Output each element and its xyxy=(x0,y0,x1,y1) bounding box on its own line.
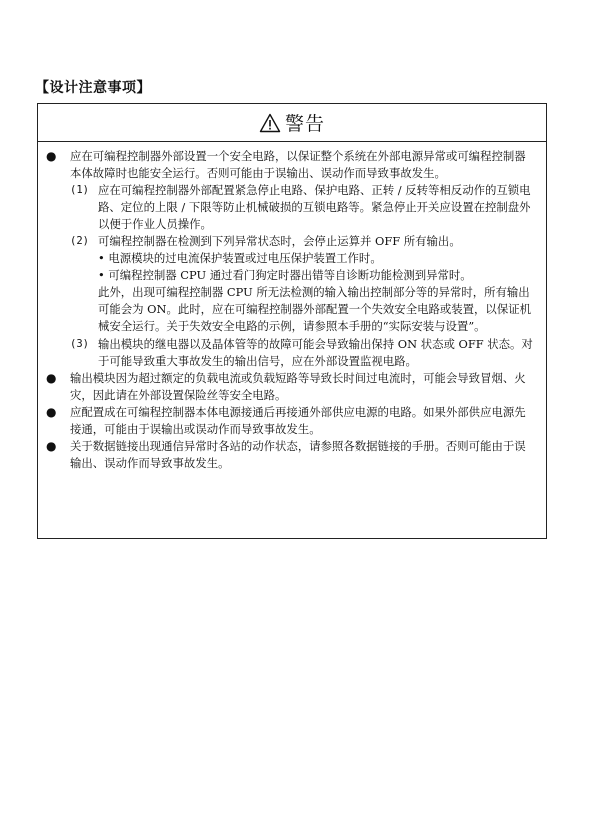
warning-item-text: 应配置成在可编程控制器本体电源接通后再接通外部供应电源的电路。如果外部供应电源先接通，可能由于误输出或误动作而导致事故发生。 xyxy=(70,404,526,436)
warning-item-text: 应在可编程控制器外部设置一个安全电路，以保证整个系统在外部电源异常或可编程控制器本体故障时也能安全运行。否则可能由于误输出、误动作而导致事故发生。 xyxy=(70,149,526,181)
sub-item-number: (1) xyxy=(70,184,89,197)
sub-item-number: (3) xyxy=(70,337,89,350)
sub-item-text: • 可编程控制器 CPU 通过看门狗定时器出错等自诊断功能检测到异常时。 xyxy=(98,268,472,283)
sub-item-text: 应在可编程控制器外部配置紧急停止电路、保护电路、正转 / 反转等相反动作的互锁电路、定位的上限 / 下限等防止机械破损的互锁电路等。紧急停止开关应设置在控制盘外以便于作业人员操作。 xyxy=(98,183,531,232)
warning-body xyxy=(38,142,546,476)
warning-header xyxy=(38,104,546,142)
warning-item xyxy=(46,404,534,438)
warning-box xyxy=(37,103,547,539)
bullet-icon: ● xyxy=(46,149,57,163)
sub-item-text: • 电源模块的过电流保护装置或过电压保护装置工作时。 xyxy=(98,251,382,266)
sub-item-text: 输出模块的继电器以及晶体管等的故障可能会导致输出保持 ON 状态或 OFF 状态。对于可能导致重大事故发生的输出信号，应在外部设置监视电路。 xyxy=(98,336,533,368)
warning-item xyxy=(46,148,534,370)
warning-item-text: 关于数据链接出现通信异常时各站的动作状态，请参照各数据链接的手册。否则可能由于误输出、误动作而导致事故发生。 xyxy=(70,438,526,470)
warning-sub-item xyxy=(70,182,534,233)
section-heading: 【设计注意事项】 xyxy=(35,80,151,96)
warning-sub-item xyxy=(70,233,534,335)
bullet-icon: ● xyxy=(46,438,57,453)
warning-item xyxy=(46,370,534,404)
warning-sub-item xyxy=(70,336,534,370)
warning-title: 警告 xyxy=(284,113,325,135)
bullet-icon: ● xyxy=(46,370,57,385)
warning-item xyxy=(46,438,534,472)
sub-item-number: (2) xyxy=(70,235,89,248)
warning-item-text: 输出模块因为超过额定的负载电流或负载短路等导致长时间过电流时，可能会导致冒烟、火灾，因此请在外部设置保险丝等安全电路。 xyxy=(70,370,526,402)
bullet-icon: ● xyxy=(46,404,57,419)
warning-triangle-icon xyxy=(259,113,281,133)
sub-item-text: 此外，出现可编程控制器 CPU 所无法检测的输入输出控制部分等的异常时，所有输出可能会为 ON。此时，应在可编程控制器外部配置一个失效安全电路或装置，以保证机械安全运行。关于失效安全电路的示例，请参照本手册的“实际安装与设置”。 xyxy=(98,285,531,334)
sub-item-text: 可编程控制器在检测到下列异常状态时，会停止运算并 OFF 所有输出。 xyxy=(98,234,461,249)
